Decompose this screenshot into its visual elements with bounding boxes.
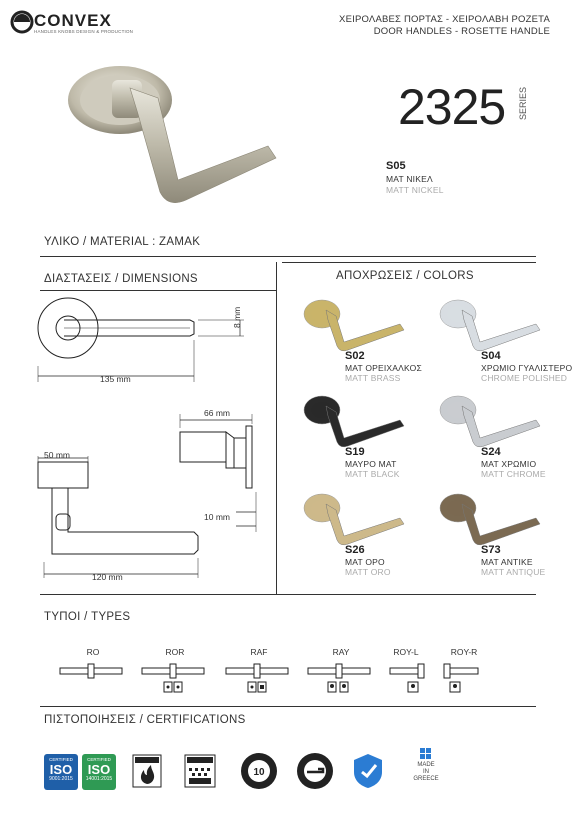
finish-english: MATT ORO <box>345 567 391 577</box>
finish-greek: ΧΡΩΜΙΟ ΓΥΑΛΙΣΤΕΡΟ <box>481 363 573 373</box>
finish-english: CHROME POLISHED <box>481 373 568 383</box>
quality-seal-icon <box>296 752 334 790</box>
greek-flag-icon <box>420 748 432 760</box>
types-title: ΤΥΠΟΙ / TYPES <box>44 611 131 623</box>
main-finish-greek: ΜΑΤ ΝΙΚΕΛ <box>386 174 433 184</box>
header-english: DOOR HANDLES - ROSETTE HANDLE <box>373 26 550 37</box>
colors-title: ΑΠΟΧΡΩΣΕΙΣ / COLORS <box>336 270 474 282</box>
dimensions-title: ΔΙΑΣΤΑΣΕΙΣ / DIMENSIONS <box>44 273 198 285</box>
warranty-seal-icon <box>240 752 278 790</box>
corrosion-test-icon <box>184 754 216 788</box>
divider <box>40 256 536 257</box>
dim-10mm: 10 mm <box>204 512 230 522</box>
finish-swatch-image <box>300 392 410 448</box>
finish-code: S04 <box>481 350 501 362</box>
main-handle-image <box>60 58 290 218</box>
dim-66mm: 66 mm <box>204 408 230 418</box>
type-label: ROY-R <box>450 647 478 657</box>
type-label: ROY-L <box>393 647 419 657</box>
finish-code: S26 <box>345 544 365 556</box>
divider <box>40 594 536 595</box>
finish-swatch-image <box>436 490 546 546</box>
brand-name: CONVEX <box>34 11 112 30</box>
main-finish-english: MATT NICKEL <box>386 185 444 195</box>
finish-swatch-image <box>436 392 546 448</box>
finish-code: S73 <box>481 544 501 556</box>
main-finish-code: S05 <box>386 160 406 172</box>
finish-greek: ΜΑΤ ΟΡΟ <box>345 557 385 567</box>
series-number: 2325 <box>398 79 506 135</box>
dim-8mm: 8 mm <box>232 306 242 328</box>
antibacterial-shield-icon <box>352 752 384 790</box>
svg-text:10: 10 <box>253 767 265 778</box>
finish-greek: ΜΑΥΡΟ ΜΑΤ <box>345 459 397 469</box>
finish-code: S19 <box>345 446 365 458</box>
divider <box>40 706 536 707</box>
finish-code: S02 <box>345 350 365 362</box>
finish-swatch-image <box>300 296 410 352</box>
type-label: RAY <box>332 647 350 657</box>
finish-english: MATT BLACK <box>345 469 400 479</box>
finish-english: MATT ANTIQUE <box>481 567 546 577</box>
type-label: ROR <box>165 647 185 657</box>
divider <box>40 290 276 291</box>
finish-swatch-image <box>300 490 410 546</box>
iso-9001-badge: CERTIFIED ISO 9001:2015 <box>44 754 78 790</box>
divider <box>282 262 536 263</box>
series-label: SERIES <box>518 86 528 120</box>
divider-vertical <box>276 262 277 594</box>
finish-swatch-image <box>436 296 546 352</box>
iso-14001-badge: CERTIFIED ISO 14001:2015 <box>82 754 116 790</box>
dimension-drawings <box>30 292 270 592</box>
finish-english: MATT BRASS <box>345 373 401 383</box>
type-label: RO <box>86 647 100 657</box>
types-diagrams <box>50 660 490 696</box>
brand-tagline: HANDLES KNOBS DESIGN & PRODUCTION <box>34 29 134 34</box>
fire-rating-icon <box>132 754 162 788</box>
dim-120mm: 120 mm <box>92 572 123 582</box>
type-label: RAF <box>250 647 268 657</box>
material-label: ΥΛΙΚΟ / MATERIAL : ZAMAK <box>44 236 201 248</box>
made-in-greece: MADE IN GREECE <box>413 762 439 782</box>
finish-greek: ΜΑΤ ΧΡΩΜΙΟ <box>481 459 537 469</box>
dim-135mm: 135 mm <box>100 374 131 384</box>
finish-greek: ΜΑΤ ΟΡΕΙΧΑΛΚΟΣ <box>345 363 422 373</box>
finish-english: MATT CHROME <box>481 469 546 479</box>
certifications-title: ΠΙΣΤΟΠΟΙΗΣΕΙΣ / CERTIFICATIONS <box>44 714 246 726</box>
finish-greek: ΜΑΤ ΑΝΤΙΚΕ <box>481 557 533 567</box>
dim-50mm: 50 mm <box>44 450 70 460</box>
header-greek: ΧΕΙΡΟΛΑΒΕΣ ΠΟΡΤΑΣ - ΧΕΙΡΟΛΑΒΗ ΡΟΖΕΤΑ <box>339 14 550 25</box>
finish-code: S24 <box>481 446 501 458</box>
